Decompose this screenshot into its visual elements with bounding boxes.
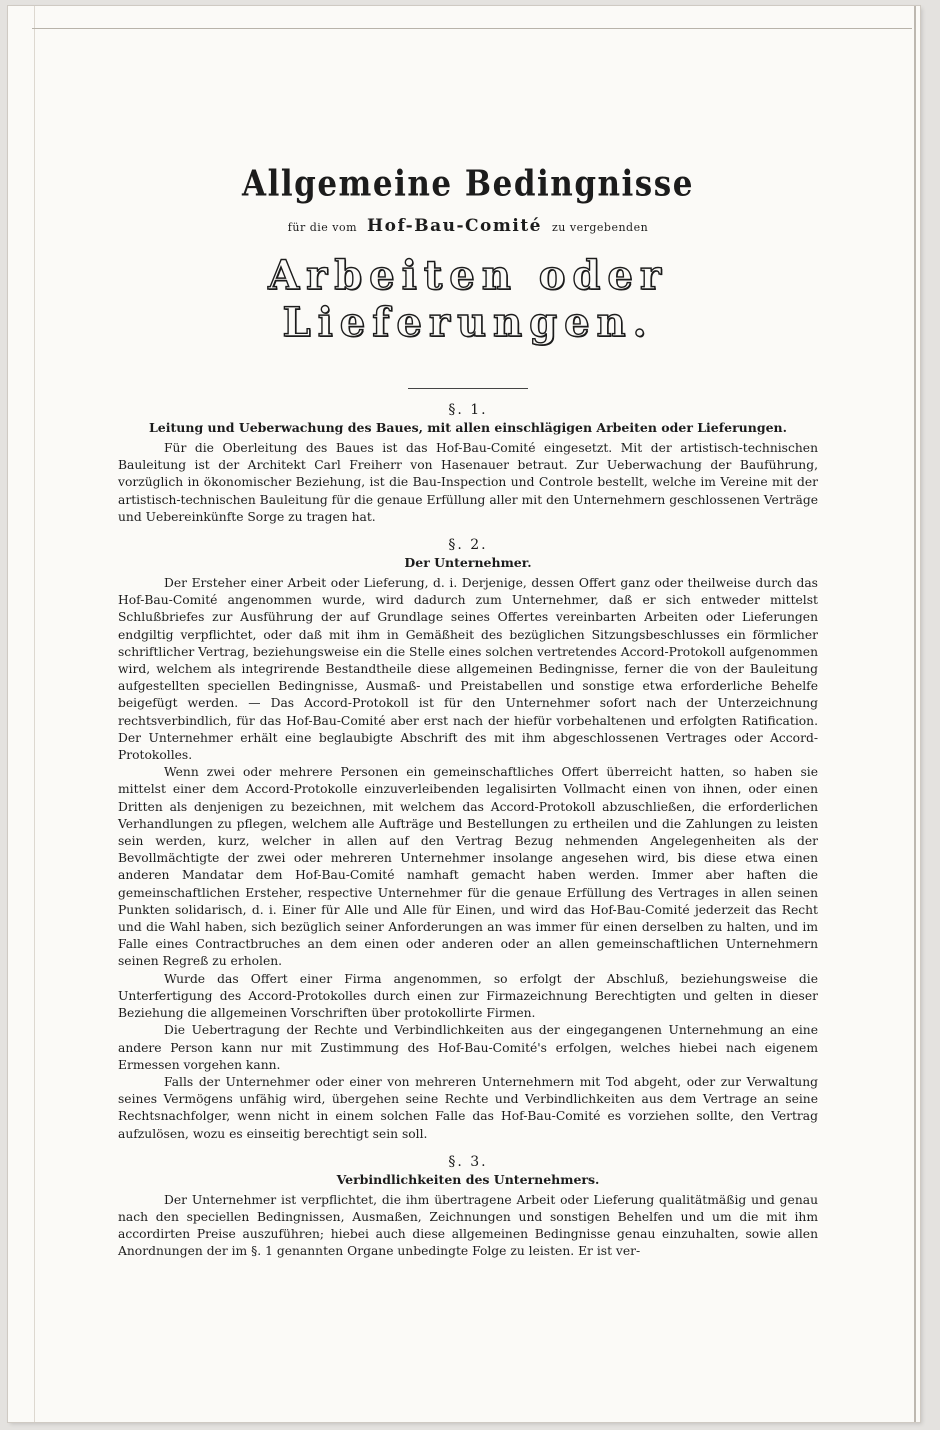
subtitle-pre: für die vom [287,221,358,234]
section-2-paragraph: Falls der Unternehmer oder einer von mehreren Unternehmern mit Tod abgeht, oder zur Verwaltung seines Vermögens unfähig wird, übergehen seine Rechte und Verbindlichkeiten aus dem Vertrage an seine Rechtsnachfolger, wenn nicht in einem solchen Falle das Hof-Bau-Comité es vorziehen sollte, den Vertrag aufzulösen, wozu es einseitig berechtigt sein soll. [118,1074,818,1141]
section-2-paragraph: Der Ersteher einer Arbeit oder Lieferung, d. i. Derjenige, dessen Offert ganz oder theilweise durch das Hof-Bau-Comité angenommen wurde, wird dadurch zum Unternehmer, daß er sich entweder mittelst Schlußbriefes zur Ausführung der auf Grundlage seines Offertes vereinbarten Arbeiten oder Lieferungen endgiltig verpflichtet, oder daß mit ihm in Gemäßheit des bezüglichen Sitzungsbeschlusses ein förmlicher schriftlicher Vertrag, beziehungsweise ein die Stelle eines solchen vertretendes Accord-Protokoll aufgenommen wird, welchem als integrirende Bestandtheile diese allgemeinen Bedingnisse, ferner die von der Bauleitung aufgestellten speciellen Bedingnisse, Ausmaß- und Preistabellen und sonstige etwa erforderliche Behelfe beigefügt werden. — Das Accord-Protokoll ist für den Unternehmer sofort nach der Unterzeichnung rechtsverbindlich, für das Hof-Bau-Comité aber erst nach der hiefür vorbehaltenen und erfolgten Ratification. Der Unternehmer erhält eine beglaubigte Abschrift des mit ihm abgeschlossenen Vertrages oder Accord-Protokolles. [118,576,818,763]
document-title: Allgemeine Bedingnisse [242,163,694,205]
section-3-paragraph: Der Unternehmer ist verpflichtet, die ihm übertragene Arbeit oder Lieferung qualitätmäßig und genau nach den speciellen Bedingnissen, Ausmaßen, Zeichnungen und sonstigen Behelfen und um die mit ihm accordirten Preise auszuführen; hiebei auch diese allgemeinen Bedingnisse genau einzuhalten, sowie allen Anordnungen der im §. 1 genannten Organe unbedingte Folge zu leisten. Er ist ver- [118,1192,818,1259]
top-rule [32,28,912,29]
section-1-heading: Leitung und Ueberwachung des Baues, mit allen einschlägigen Arbeiten oder Lieferungen. [149,420,787,435]
document-subtitle [118,216,818,236]
section-1-number: §. 1. [448,402,488,418]
section-3-number: §. 3. [448,1153,488,1170]
section-2-paragraph: Wurde das Offert einer Firma angenommen, so erfolgt der Abschluß, beziehungsweise die Unterfertigung des Accord-Protokolles durch einen zur Firmazeichnung Berechtigten und gelten in dieser Beziehung die allgemeinen Vorschriften über protokollirte Firmen. [118,971,818,1021]
subtitle-post: zu vergebenden [552,221,649,234]
page-edge [914,6,916,1422]
section-2-paragraph: Wenn zwei oder mehrere Personen ein gemeinschaftliches Offert überreicht hatten, so haben sie mittelst einer dem Accord-Protokolle einzuverleibenden legalisirten Vollmacht einen von ihnen, oder einen Dritten als denjenigen zu bezeichnen, mit welchem das Accord-Protokoll abzuschließen, die erforderlichen Verhandlungen zu pflegen, welchem alle Aufträge und Bestellungen zu ertheilen und die Zahlungen zu leisten sein werden, kurz, welcher in allen auf den Vertrag Bezug nehmenden Angelegenheiten als der Bevollmächtigte der zwei oder mehreren Unternehmer insolange angesehen wird, bis diese etwa einen anderen Mandatar dem Hof-Bau-Comité namhaft gemacht haben werden. Immer aber haften die gemeinschaftlichen Ersteher, respective Unternehmer für die genaue Erfüllung des Vertrages in allen seinen Punkten solidarisch, d. i. Einer für Alle und Alle für Einen, und wird das Hof-Bau-Comité jederzeit das Recht und die Wahl haben, sich bezüglich seiner Anforderungen an was immer für einen derselben zu halten, und im Falle eines Contractbruches an dem einen oder anderen oder an allen gemeinschaftlichen Unternehmern seinen Regreß zu erholen. [118,765,818,969]
section-2-heading: Der Unternehmer. [404,555,532,571]
page-fold-line [34,6,35,1422]
page-sheet [8,6,920,1422]
subtitle-org: Hof-Bau-Comité [367,216,542,236]
main-title: Arbeiten oder Lieferungen. [268,252,668,346]
section-2-number: §. 2. [448,537,488,554]
section-2-paragraph: Die Uebertragung der Rechte und Verbindlichkeiten aus der eingegangenen Unternehmung an eine andere Person kann nur mit Zustimmung des Hof-Bau-Comité's erfolgen, welches hiebei nach eigenem Ermessen vorgehen kann. [118,1023,818,1072]
section-3-heading: Verbindlichkeiten des Unternehmers. [336,1171,600,1187]
section-1-paragraph: Für die Oberleitung des Baues ist das Hof-Bau-Comité eingesetzt. Mit der artistisch-technischen Bauleitung ist der Architekt Carl Freiherr von Hasenauer betraut. Zur Ueberwachung der Bauführung, vorzüglich in ökonomischer Beziehung, ist die Bau-Inspection und Controle bestellt, welche im Vereine mit der artistisch-technischen Bauleitung für die genaue Erfüllung aller mit den Unternehmern geschlossenen Verträge und Uebereinkünfte Sorge zu tragen hat. [118,441,818,524]
document-body [118,163,818,1261]
